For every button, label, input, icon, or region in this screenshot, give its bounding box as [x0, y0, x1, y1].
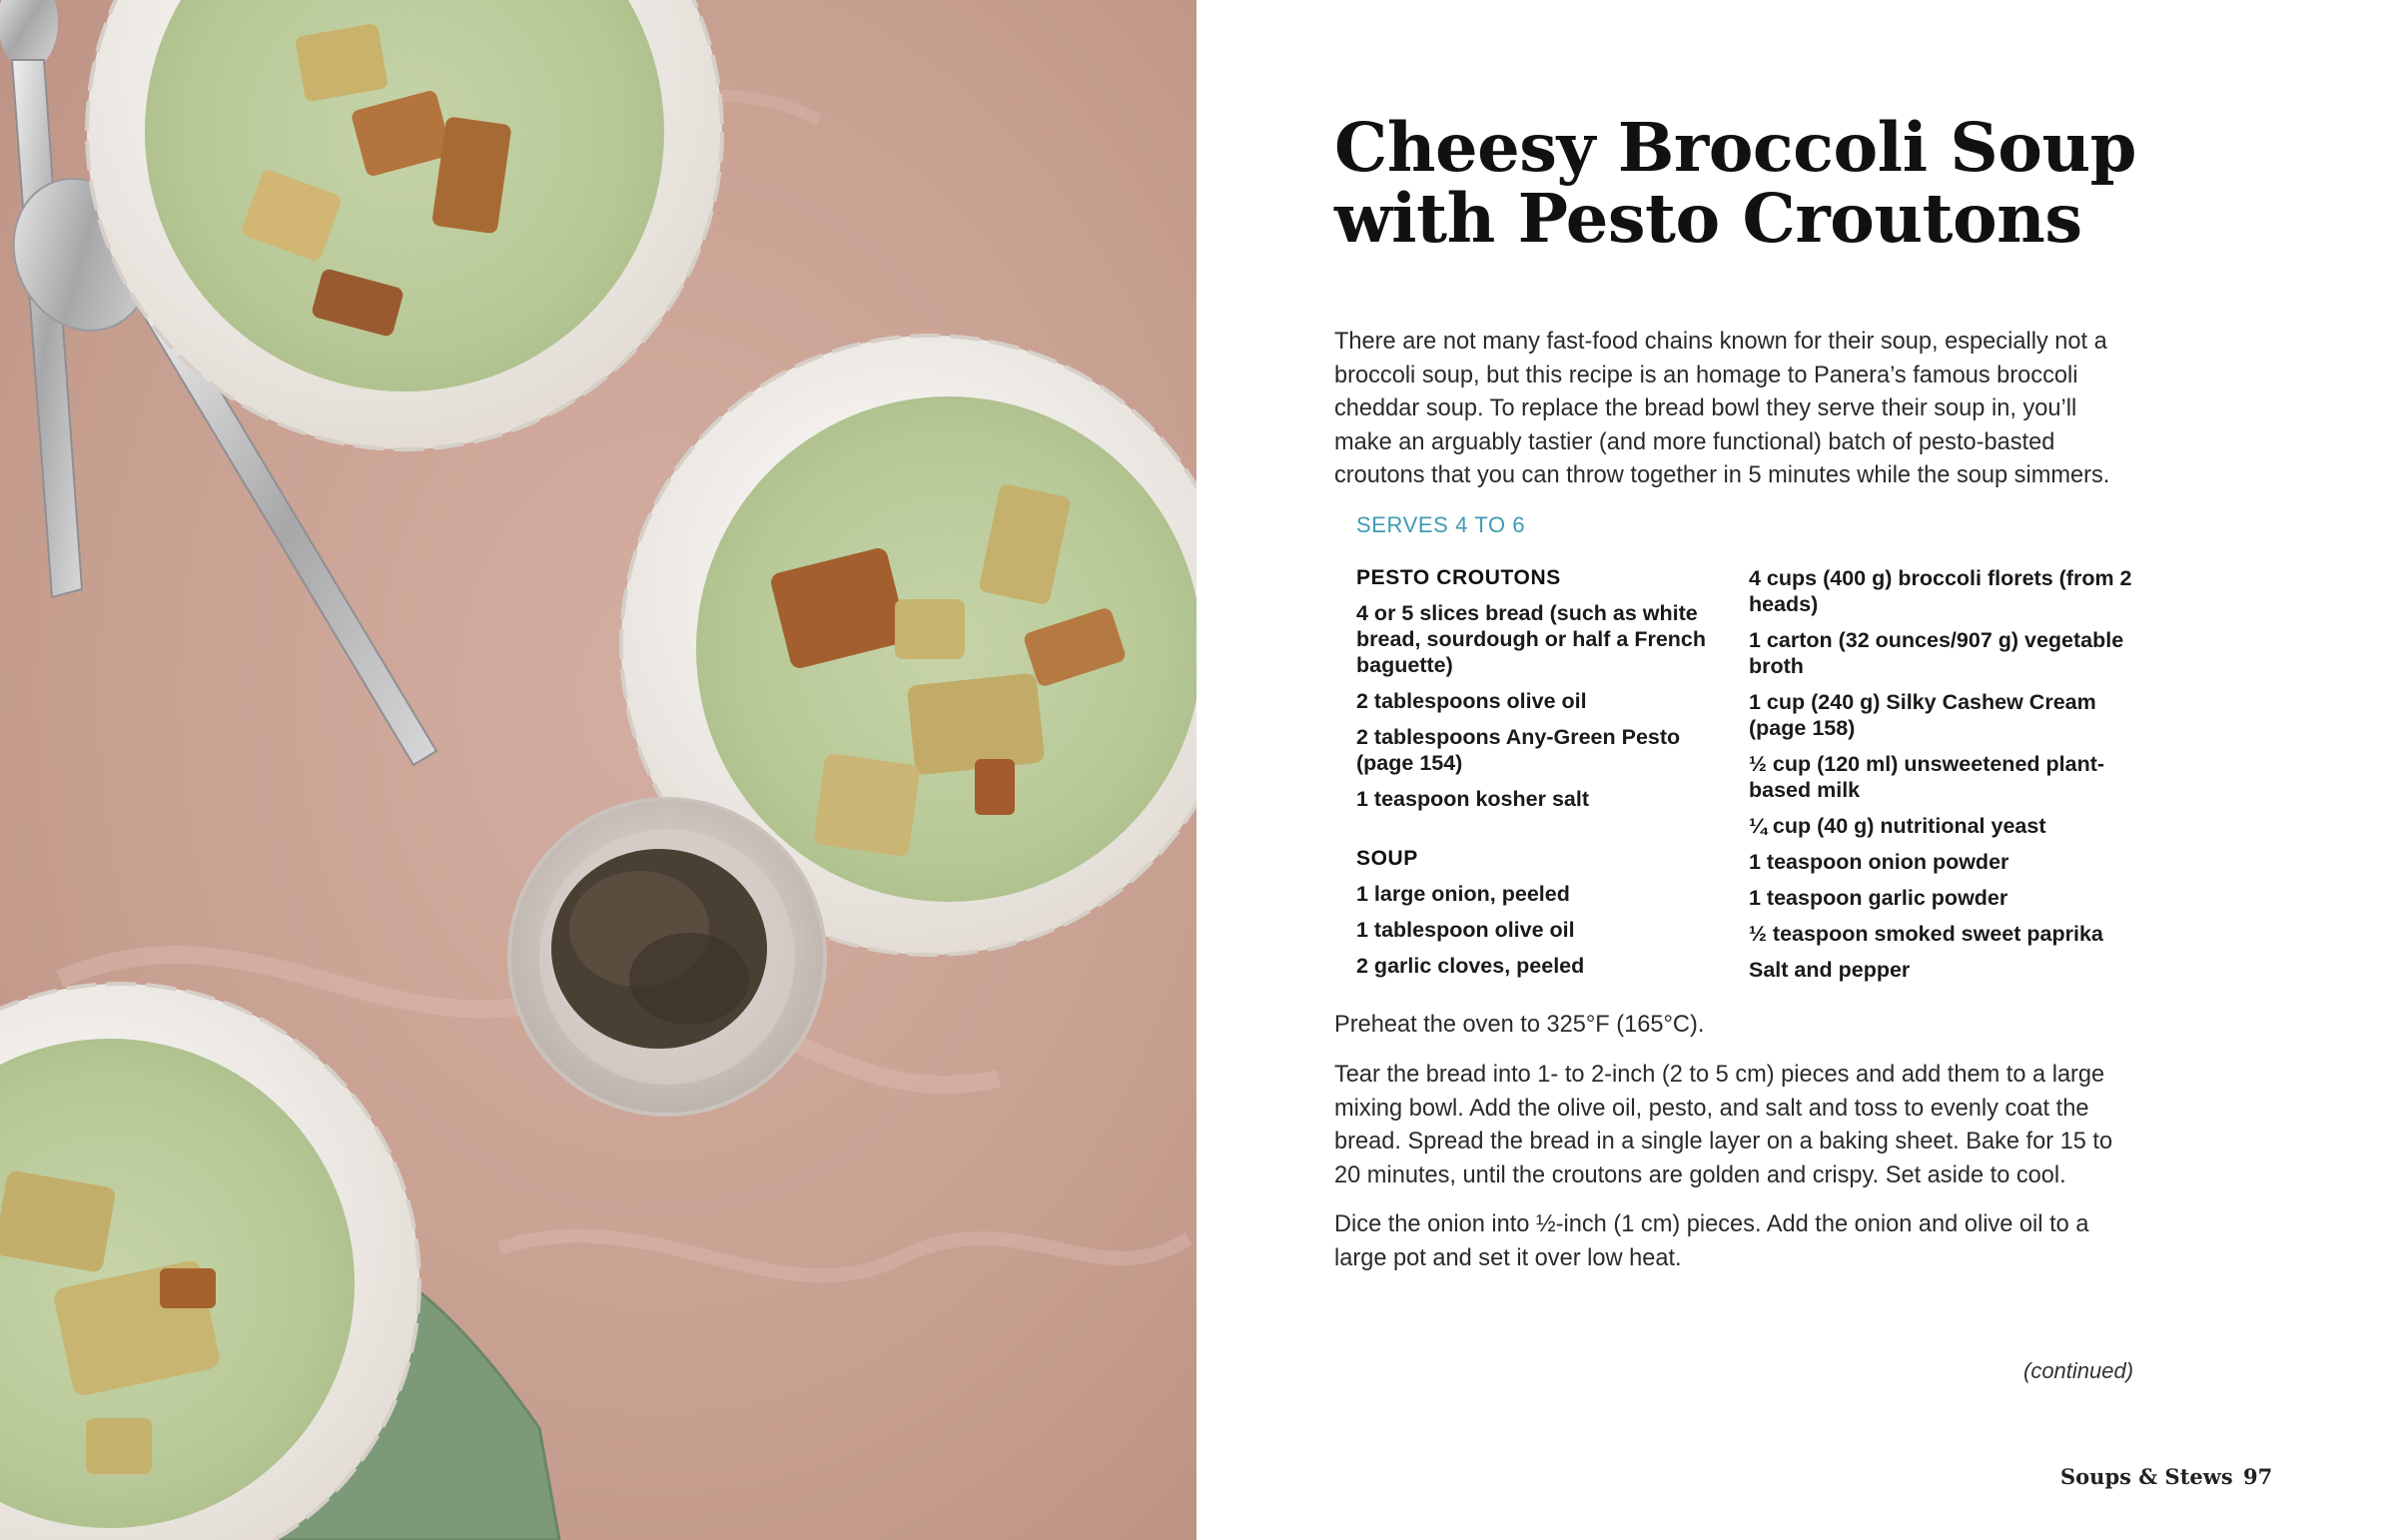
ingredients-right-column — [1749, 565, 2148, 993]
servings: SERVES 4 TO 6 — [1356, 512, 1526, 537]
ingredient-item: 2 tablespoons Any-Green Pesto (page 154) — [1356, 725, 1681, 775]
ingredient-item: 1 teaspoon onion powder — [1749, 850, 2009, 874]
ingredient-item: 1 cup (240 g) Silky Cashew Cream (page 158) — [1749, 690, 2096, 740]
continued-note: (continued) — [2023, 1358, 2134, 1383]
ingredient-item: 1 teaspoon kosher salt — [1356, 787, 1589, 811]
ingredient-item: ¼ cup (40 g) nutritional yeast — [1749, 814, 2046, 838]
ingredient-item: 4 or 5 slices bread (such as white bread, sourdough or half a French baguette) — [1356, 601, 1707, 677]
ingredient-item: Salt and pepper — [1749, 958, 1911, 982]
recipe-intro: There are not many fast-food chains known for their soup, especially not a broccoli soup, but this recipe is an homage to Panera’s famous broccoli cheddar soup. To replace the bread bowl they serve their soup in, you’ll make an arguably tastier (and more functional) batch of pesto-basted croutons that you can throw together in 5 minutes while the soup simmers. — [1334, 329, 2110, 488]
ingredient-item: ½ cup (120 ml) unsweetened plant-based milk — [1749, 752, 2105, 802]
pesto-croutons-heading: PESTO CROUTONS — [1356, 566, 1561, 589]
ingredient-item: 1 tablespoon olive oil — [1356, 918, 1575, 942]
running-head: Soups & Stews — [2060, 1464, 2233, 1489]
recipe-title-line-1: Cheesy Broccoli Soup — [1334, 108, 2137, 187]
recipe-title — [1334, 108, 2233, 258]
ingredient-item: 2 tablespoons olive oil — [1356, 689, 1587, 713]
ingredient-item: ½ teaspoon smoked sweet paprika — [1749, 922, 2103, 946]
ingredient-item: 1 teaspoon garlic powder — [1749, 886, 2008, 910]
page-number: 97 — [2243, 1464, 2273, 1489]
soup-heading: SOUP — [1356, 847, 1418, 870]
instruction-step: Preheat the oven to 325°F (165°C). — [1334, 1012, 1705, 1038]
food-photo — [0, 0, 1197, 1540]
ingredient-item: 1 large onion, peeled — [1356, 882, 1570, 906]
ingredients-left-column — [1356, 565, 1736, 989]
pepper-dish — [509, 799, 825, 1115]
recipe-title-line-2: with Pesto Croutons — [1334, 179, 2082, 258]
ingredient-item: 2 garlic cloves, peeled — [1356, 954, 1585, 978]
ingredient-item: 1 carton (32 ounces/907 g) vegetable broth — [1749, 628, 2124, 678]
instruction-step: Tear the bread into 1- to 2-inch (2 to 5 cm) pieces and add them to a large mixing bowl. Add the olive oil, pesto, and salt and toss to evenly coat the bread. Spread the bread in a single layer on a baking sheet. Bake for 15 to 20 minutes, until the croutons are golden and crispy. Set aside to cool. — [1334, 1062, 2113, 1188]
instruction-step: Dice the onion into ½-inch (1 cm) pieces. Add the onion and olive oil to a large pot and set it over low heat. — [1334, 1211, 2089, 1271]
ingredient-item: 4 cups (400 g) broccoli florets (from 2 heads) — [1749, 566, 2132, 616]
